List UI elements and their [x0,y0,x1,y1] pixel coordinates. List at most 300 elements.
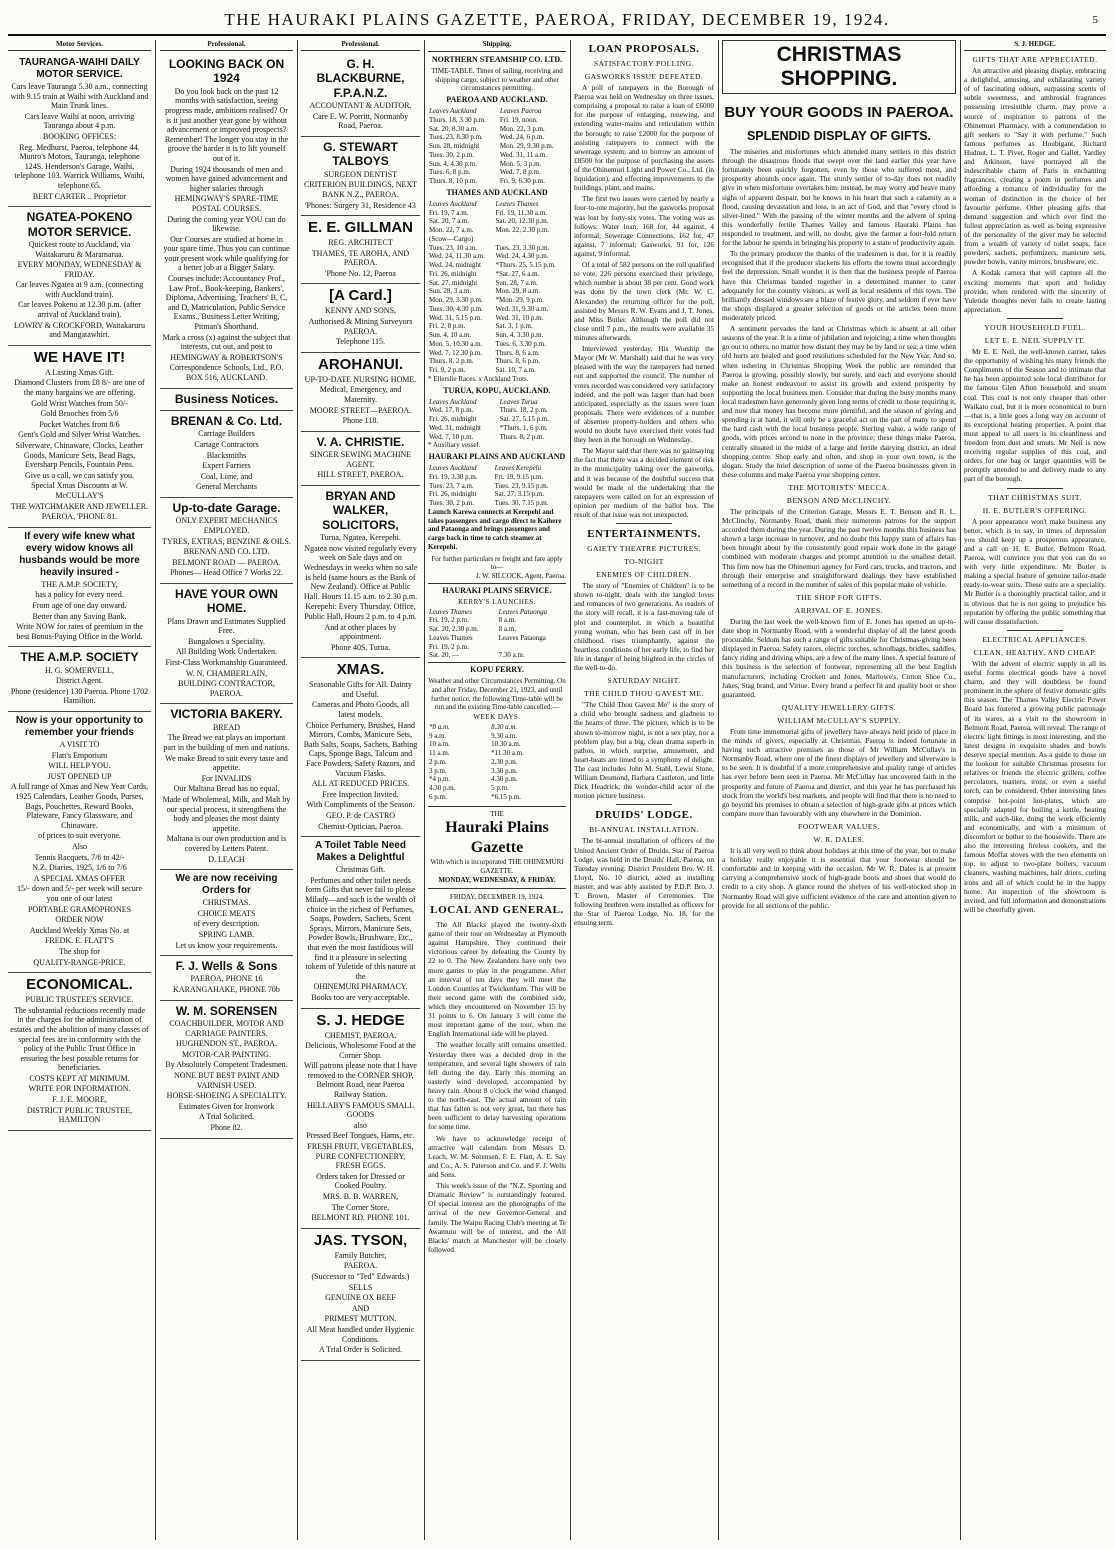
company-name: NORTHERN STEAMSHIP CO. LTD. [431,54,563,64]
ad-line: From age of one day onward. [32,600,127,610]
ad-line: Give us a call, we can satisfy you. [24,470,135,480]
article-paragraph: The Mayor said that there was no gainsaying the fact that there was a decided element of risk in the municipality taking over the gasworks, and it was because of the doubtful success that would be made of the undertaking that the ratepayers were called on for an expression of opinion per medium of the ballot box. The result of that issue was not unexpected. [574,446,714,520]
ad-line: A full range of Xmas and New Year Cards, 1925 Calendars, Leather Goods, Purses, Bags, Pouchettes, Reward Books, Plateware, Fancy Glassware, and Chinaware. [10,782,149,830]
table-row [428,775,566,784]
table-row [428,415,566,424]
ad-line: We make Bread to suit every taste and appetite. [165,753,288,773]
advertisement [8,712,151,973]
ad-line: General Merchants [195,482,258,492]
table-cell: Sat. 27, midnight [429,278,478,287]
table-cell: 5 p.m. [491,784,509,792]
ad-line: PAEROA, PHONE 16 [190,974,263,984]
ad-line: Seasonable Gifts for All. Dainty and Useful. [309,680,412,699]
ad-line: ACCOUNTANT & AUDITOR. [309,101,412,111]
table-cell: Tues. 6, 3.30 p.m. [495,339,546,348]
table-row [428,424,566,433]
advertisement [8,647,151,712]
article-subhead: THE MOTORISTS' MECCA. [788,482,890,492]
table-title: THAMES AND AUCKLAND [446,187,548,197]
article-headline: DRUIDS' LODGE. [595,809,693,822]
ad-title: Now is your opportunity to remember your friends [15,715,144,739]
timetable [428,107,566,186]
article-subhead: THE CHILD THOU GAVEST ME. [584,689,704,699]
table-cell: Thurs. 8, 10 p.m. [429,177,478,185]
table-header-row [428,608,566,617]
table-cell: *11.30 a.m. [491,749,524,757]
ad-line: Ngatea now visited regularly every week on Sale days and on Wednesdays in weeks when no sale is held (same hours as the Bank of New Zealand). Office at Public Hall. Hours 11.15 a.m. to 2.30 p.m. [303,543,418,601]
table-cell [498,643,566,652]
divider [1007,318,1064,319]
divider [616,523,672,524]
advertisement [301,54,420,137]
table-cell: Tues. 23, 10 a.m. [429,243,478,252]
table-title: TURUA, KOPU, AUCKLAND. [443,385,551,395]
article-subhead: BENSON AND McCLINCHY. [786,495,892,505]
article-subhead: YOUR HOUSEHOLD FUEL. [984,322,1086,332]
table-cell: *Sat. 27, 6 a.m. [495,269,540,278]
table-cell: Mon. 22, 2.30 p.m. [495,226,550,234]
ad-line: The substantial reductions recently made in the charges for the administration of estates and the abolition of many classes of special fees are in conformity with the policy of the Public Trust Office in ensuring the best possible returns for beneficiaries. [10,1005,149,1073]
table-row [428,433,566,442]
ad-line: Car leaves Pokeno at 12.30 p.m. (after arrival of Auckland train). [18,300,141,320]
table-row [428,406,566,415]
table-cell: (Scow—Cargo) [429,234,474,243]
article-paragraph: A poor appearance won't make business any better, which is to say, in times of depression you should keep up a prosperous appearance, and a call on H. E. Butler, Belmont Road, Paeroa, will convince you that you can do so with very little expenditure. Mr Butler is making a special feature of genuine tailor-made ready-to-wear suits. These suits are a speciality. Mr Butler is a thoroughly practical tailor, and it is obvious that he is not going to prejudice his reputation by offering the public something that will cause dissatisfaction. [964,516,1106,626]
article-body [722,147,956,479]
ad-line: W. N. CHAMBERLAIN, [185,668,268,678]
article-paragraph: A sentiment pervades the land at Christmas which is absent at all other seasons of the year. It is a time of jubilation and rejoicing; a time when thoughts go out to others, no matter how distant they may be by land or sea; a time when old hurts are healed and good resolutions scheduled for the New Year. And so, when ushering in Christmas Shopping Week the public are reminded that Paeroa is growing, possibly slowly, but surely, and each and everyone should make an honest endeavour to assist its growth and extend prosperity by supporting the local business men. Consider that during the busy months many local tradesmen have generously given long terms of credit to those requiring it, and now that money has become more plentiful, and the season of giving and spending is at hand, it will only be a graceful act on the part of many to spend the hard cash with the local business people. Sterling value, a wide range of goods, with prices second to none in the province; these things make Paeroa, centrally situated in the midst of a large and fertile dairying district, an ideal shopping centre. Shop early and often, and shop in your own town, is the slogan. Study the brief description of some of the Paeroa businesses given in these columns and make Paeroa your shopping centre. [722,324,956,479]
article-paragraph: This week's issue of the "N.Z. Sporting and Dramatic Review" is outstandingly featured. Of special interest are the photographs of the arrival of the new Governor-General and family. The Waipu Racing Club's meeting at Te Awamutu will be of interest, and the All Blacks' match at Manchester will be closely followed. [428,1181,566,1254]
ad-title: E. E. GILLMAN [308,219,413,237]
ad-line: HEMINGWAY & ROBERTSON'S [170,352,283,362]
table-cell: Fri. 19, 7 a.m. [429,208,469,217]
ad-line: LOWRY & CROCKFORD, Waitakaruru and Mangatawhiri. [14,320,145,340]
table-cell: Sun. 4, 3.30 p.m. [495,331,544,339]
ad-title: VICTORIA BAKERY. [170,707,283,722]
ad-line: Care E. W. Porritt, Normanby Road, Paeroa. [312,111,409,131]
timetable [428,464,566,508]
table-cell: Sat. 20, 2.30 p.m. [429,625,479,633]
table-cell: Leaves Thames [495,199,539,208]
advertisement [160,870,293,956]
table-cell: Thurs. 8, 2 p.m. [429,357,474,366]
ad-line: ONLY EXPERT MECHANICS EMPLOYED. [175,516,278,535]
section-heading: Professional. [160,40,293,51]
ad-line: BELMONT ROAD — PAEROA. [172,557,281,567]
ad-line: Bungalows a Speciality. [187,636,266,646]
ad-line: A SPECIAL XMAS OFFER [33,873,126,883]
ad-title: ECONOMICAL. [26,976,133,994]
table-row [428,261,566,270]
table-cell: Tues. 23, 3.30 p.m. [495,243,550,252]
table-cell: 8 a.m. [498,616,516,625]
ad-line: HELLABY'S FAMOUS SMALL GOODS [306,1100,415,1120]
ad-line: HORSE-SHOEING A SPECIALITY. [166,1091,287,1101]
table-cell: Wed. 7, 8 p.m. [499,168,541,177]
ad-line: Our Maltana Bread has no equal. [173,784,280,794]
article-subhead: BI-ANNUAL INSTALLATION. [589,825,699,835]
table-row [428,749,566,758]
ad-line: PAEROA. [343,1261,378,1271]
article-subhead: THE SHOP FOR GIFTS. [796,592,882,602]
ad-line: Perfumes and other toilet needs form Gifts that never fail to please Milady—and such is the wealth of choice in the richest of Perfumes, Soaps, Powders, Sachets, Scent Sprays, Mirrors, Manicure Sets, Powder Bowls, Brushware, Etc., that even the most fastidious will find it a pleasure in selecting tokens of Yuletide of this nature at the [305,875,416,981]
column-rule [570,40,571,1540]
section-heading: Motor Services. [8,40,151,51]
ad-title: THE A.M.P. SOCIETY [20,650,139,665]
feature-subtitle: BUY YOUR GOODS IN PAEROA. [724,104,954,121]
ad-line: HILL STREET, PAEROA. [317,470,404,480]
ad-line: REG. ARCHITECT [328,238,393,248]
ad-list [301,54,420,1361]
column-professional [160,40,293,1544]
table-row [428,217,566,226]
article-subhead: W. R. DALES. [813,835,865,844]
ad-line: During the coming year YOU can do likewise. [167,214,286,234]
article-paragraph: A poll of ratepayers in the Borough of Paeroa was held on Wednesday on three issues, comprising a proposal to raise a loan of £6000 for the purpose of enlarging, renewing, and extending water-mains and reticulation within the borough; to raise £2000 for the purpose of assisting ratepayers to connect with the sewerage system; and to borrow an amount of £8500 for the purpose of purchasing the assets of the Ohinemuri Light and Power Co., Ltd. (in liquidation), and effecting improvements to the buildings, plant, and mains. [574,83,714,193]
article-body [574,83,714,519]
ad-line: BRENAN AND CO. LTD. [183,547,270,557]
feature-subtitle-2: SPLENDID DISPLAY OF GIFTS. [746,129,932,143]
article-paragraph: An attractive and pleasing display, embracing a delightful, amusing, and exhilarating variety of of fascinating odours, surpassing scents of subtle sweetness, and ambrosial fragrances possessing irresistible charm, may prove a source of inspiration to patrons of the Ohinemuri Pharmacy, with a commendation to gift seekers to "Say it with perfume." Such famous perfumes as Houbigant, Richard Hudnut, L. T. Piver, Roger and Gallet, Yardley and Atkinson, have portrayed all the indescribable charm of Paris in enchanting fragrances, creating a poem in perfumes and affording a romance of individuality for the woman of distinction in the choice of her favourite perfume. Other pleasing gifts that demand suggestion and which ever find the fullest appreciation as well as being expressive of the personality of the giver may be selected from a wealth of variety of toilet soaps, face powders, sachets, perfumizers, manicure sets, powder bowls, vanity mirrors, brushware, etc. [964,66,1106,267]
table-row [428,168,566,177]
table-row [428,133,566,142]
advertisement [160,54,293,389]
table-cell: Fri. 26, midnight [429,415,477,423]
table-cell: 3 p.m. [429,766,447,775]
table-row [428,793,566,802]
table-cell: Wed. 31, midnight [429,423,481,432]
article-subhead: LET E. E. NEIL SUPPLY IT. [984,335,1086,345]
table-row [428,732,566,741]
table-row [428,287,566,296]
table-cell: *4 p.m. [429,775,451,784]
table-cell: Sat. 3, 1 p.m. [495,322,533,331]
ad-line: A VISIT TO [59,740,100,750]
ad-line: Authorised & Mining Surveyors PAEROA. [308,317,413,336]
ferry-intro: Weather and other Circumstances Permitting. On and after Friday, December 21, 1923, and until further notice, the following Time-table will be run and the existing Time-table cancelled:— [428,677,566,712]
ad-line: GEO. P. de CASTRO [325,811,396,821]
table-note: Launch Karewa connects at Kerepehi and takes passengers and cargo direct to Kaihere and Pataonga and brings passengers and cargo back in time to catch steamer at Kerepehi. [428,507,562,551]
ad-line: With Compliments of the Season. [306,800,415,810]
ad-line: Cars leave Tauranga 5.30 a.m., connecting with 9.15 train at Waihi with Auckland and Main Trunk lines. [10,82,149,111]
ad-line: 15/- down and 5/- per week will secure you one of our latest [16,884,143,903]
ad-line: DISTRICT PUBLIC TRUSTEE, HAMILTON [26,1105,133,1125]
table-cell: Mon. 29, 8 a.m. [495,287,541,296]
ad-line: BOOKING OFFICES: [42,131,117,141]
gazette-nameplate [428,806,566,889]
ad-line: By Absolutely Competent Tradesmen. [165,1060,288,1070]
ad-line: Blacksmiths [206,450,247,460]
ad-line: Estimates Given for Ironwork [178,1101,275,1111]
table-cell: Wed. 31, 9.30 a.m. [495,304,549,313]
ad-line: ORDER NOW [55,915,104,925]
ad-line: Diamond Clusters from £8 8/- are one of the many bargains we are offering. [14,378,145,398]
column-rule [155,40,156,1540]
ad-line: WRITE FOR INFORMATION. [28,1084,131,1094]
nameplate-days: MONDAY, WEDNESDAY, & FRIDAY. [438,875,556,884]
ad-line: All Building Work Undertaken. [176,647,277,657]
advertisement [301,137,420,216]
table-cell: Fri. 26, midnight [429,269,477,278]
table-cell: Sat. 10, 7 a.m. [495,366,536,374]
ad-line: BREAD [212,722,241,732]
table-cell: Wed. 7, 10 p.m. [429,432,474,441]
ad-line: THAMES, TE AROHA, AND PAEROA. [311,248,410,268]
advertisement [8,54,151,207]
ad-line: OHINEMURI PHARMACY. [313,982,408,992]
table-row [428,767,566,776]
ad-line: GENUINE OX BEEF [325,1293,396,1303]
table-row [428,209,566,218]
table-cell: Fri. 19, 3.30 p.m. [429,472,478,481]
ad-line: District Agent. [55,676,104,686]
article-subhead: ENEMIES OF CHILDREN. [596,570,692,580]
article-body [428,920,566,1254]
table-cell: Leaves Kerepehi [494,464,542,472]
table-row [428,314,566,323]
ad-line: Mark a cross (x) against the subject that interests, cut out, and post to [162,332,291,352]
ad-line: Cameras and Photo Goods, all latest models. [311,700,410,720]
ad-line: Phone 82. [210,1123,243,1132]
advertisement [301,486,420,658]
table-cell: Wed. 24, 4.30 p.m. [495,252,549,261]
article-paragraph: "The Child Thou Gavest Me" is the story of a child who brought sadness and gladness to the hearts of three. The picture, which is to be shown to-morrow night, is not a sex play, nor a problem play, but a big, clean drama superb in pathos, in which surprise, amusement, and heart-beats are timed to a symphony of delight. The cast includes John M. Stahl, Lewis Stone, William Desmond, Barbara Castleton, and little Dick Headrick, the wonder-child actor of the motion picture business. [574,700,714,801]
ad-line: The Corner Store, [331,1202,390,1212]
ad-line: Let us know your requirements. [175,940,278,950]
ad-line: Courses include: Accountancy Prof., Law Prof., Book-keeping, Bankers', Diploma, Advertising, Teachers' B, C, and D, Matriculation, Public Service Exams., Business Letter Writing, Pitman's Shorthand. [165,274,288,332]
article-paragraph: It is all very well to think about holidays at this time of the year, but to make a holiday really enjoyable it is essential that your footwear should be comfortable and in keeping with the occasion. Mr W. R. Dales is at present carrying a comprehensive stock of high-grade boots and shoes that would do credit to a city shop. A glance round the shelves of his well-stocked shop in Normanby Road will give sufficient evidence of the care and attention given to provide for all sections of the public. [722,846,956,910]
ad-line: Silverware, Chinaware, Clocks, Leather Goods, Manicure Sets, Bead Bags, Eversharp Pencils, Fountain Pens. [15,441,144,470]
ad-line: AND [351,1303,370,1313]
table-row [428,349,566,358]
section-heading: S. J. HEDGE. [964,40,1106,51]
table-cell: Mon. 29, 9.30 p.m. [499,142,554,150]
ad-line: The Bread we eat plays an important part in the building of men and nations. [163,733,290,752]
table-cell: Tues. 23, 8.30 p.m. [429,133,483,142]
ad-line: COSTS KEPT AT MINIMUM. [29,1073,130,1083]
table-cell: Thurs. 18, 2 p.m. [499,406,548,415]
table-row [428,625,566,634]
ad-title: BRYAN AND WALKER, SOLICITORS, [322,489,399,532]
article-paragraph: During the last week the well-known firm of E. Jones has opened an up-to-date shop in Normanby Road, with a wonderful display of all the latest goods procurable. Seldom has such a range of gifts suitable for Christmas-giving been displayed in Paeroa. Safety razors, electric torches, schoolbags, bridles, saddles, fancy riding and driving whips, are a few of the many lines. A special feature of this business is the selection of footwear, representing all the best English manufacturers, including Crockett and Jones, Marlowe's, Cotton Shoe Co., Jakes, Stag brand, and Virtue. Every brand a perfect fit and quality boot or shoe guaranteed. [722,616,956,699]
table-row [428,160,566,169]
table-cell: Sun. 4, 10 a.m. [429,331,472,339]
ad-line: Choice Perfumery, Brushes, Hand Mirrors, Combs, Manicure Sets, Bath Salts, Soaps, Sachets, Bathing Caps, Sponge Bags, Talcum and Face Powders, Safety Razors, and Vacuum Flasks. [303,720,418,778]
ad-line: HUGHENDON ST., PAEROA. [175,1039,278,1049]
table-cell: 8 a.m. [498,625,516,633]
timetable [428,608,566,661]
ad-title: V. A. CHRISTIE. [316,434,405,449]
table-cell: Mon. 29, 3.30 p.m. [429,296,483,304]
article-subhead: GAIETY THEATRE PICTURES. [587,544,701,554]
ad-line: ALL AT REDUCED PRICES. [311,779,410,789]
advertisement [160,584,293,705]
timetable [428,723,566,802]
ad-line: has a policy for every need. [35,590,124,600]
advertisement [301,1009,420,1229]
ad-line: Books too are very acceptable. [311,992,410,1002]
ad-line: CRITERION BUILDINGS, NEXT BANK N.Z., PAEROA. [303,180,418,199]
article-paragraph: Interviewed yesterday, His Worship the Mayor (Mr W. Marshall) said that he was very pleased with the way the ratepayers had turned out and supported the council. The number of votes recorded was considered very satisfactory indeed, and the poll was larger than had been anticipated, especially as the issues were loan proposals. There were evidences of a number of absentee property-holders and others who would no doubt have exercised their votes had they been in the borough on Wednesday. [574,344,714,445]
table-title: HAURAKI PLAINS SERVICE. [428,583,566,596]
freight-note: For further particulars re freight and fare apply to— [431,554,563,572]
ad-line: Gold Brooches from 5/6 [40,409,119,419]
table-row [428,643,566,652]
ad-line: THE WATCHMAKER AND JEWELLER. [10,501,149,511]
table-cell: Leaves Auckland [429,397,477,406]
table-cell: Leaves Pataonga [498,633,546,642]
ad-line: The shop for [59,946,100,956]
ad-line: WILL HELP YOU. [48,761,111,771]
table-cell: Fri. 26, midnight [429,490,477,499]
feature-title: CHRISTMAS SHOPPING. [722,40,956,94]
advertisement [8,207,151,346]
table-cell: Sun. 28, 7 a.m. [495,278,538,287]
ad-line: A Lasting Xmas Gift. [45,367,114,377]
ad-line: Chemist-Optician, Paeroa. [318,821,403,831]
table-cell: 10 a.m. [429,740,450,749]
advertisement [160,1001,293,1139]
ad-line: Plans Drawn and Estimates Supplied Free. [167,616,286,636]
divider [1007,630,1064,631]
section-heading: Professional. [301,40,420,51]
article-headline: LOAN PROPOSALS. [588,43,700,55]
ad-line: A Trial Order is Solicited. [319,1345,402,1355]
ad-title: G. STEWART TALBOYS [323,139,398,169]
ad-title: TAURANGA-WAIHI DAILY MOTOR SERVICE. [19,57,140,80]
ad-title: If every wife knew what every widow knows all husbands would be more heavily insured - [19,530,140,578]
ad-title: Up-to-date Garage. [172,500,281,515]
table-row [428,296,566,305]
ad-line: Turua, Ngatea, Kerepehi. [320,533,401,543]
article-headline: LOCAL AND GENERAL. [430,904,564,917]
advertisement [160,956,293,1001]
table-cell: 4.30 p.m. [429,784,456,792]
ad-title: XMAS. [336,661,385,679]
ad-line: CHEMIST, PAEROA. [324,1030,397,1040]
table-row [428,226,566,235]
table-cell: Wed. 24, 6 p.m. [499,133,545,142]
nameplate-sub: With which is incorporated THE OHINEMURI GAZETTE. [430,858,564,875]
article-subhead: ELECTRICAL APPLIANCES. [982,634,1088,644]
table-row [428,116,566,125]
ad-line: D. LEACH [208,854,245,864]
table-cell: *8 a.m. [429,722,450,731]
table-row [428,270,566,279]
table-cell: Fri. 19, noon. [499,115,538,124]
table-cell: Tues. 30, 2 p.m. [429,499,475,507]
article-headline: ENTERTAINMENTS. [587,528,701,541]
table-row [428,279,566,288]
article-subhead: THAT CHRISTMAS SUIT. [988,492,1082,502]
table-cell: Fri. 19, 9.15 p.m. [494,472,544,481]
ad-line: HEMINGWAY'S SPARE-TIME POSTAL COURSES. [174,194,279,213]
table-row [428,473,566,482]
ad-line: Maltana is our own production and is covered by Letters Patent. [166,834,287,853]
table-cell: 9.30 a.m. [491,731,518,740]
table-cell: 2 p.m. [429,757,447,766]
table-row [428,305,566,314]
article-subhead: GASWORKS ISSUE DEFEATED. [584,72,704,81]
table-cell: Sat. 20, 7 a.m. [429,217,470,226]
article-subhead: GIFTS THAT ARE APPRECIATED. [972,55,1098,64]
table-note: * Auxiliary vessel. [428,441,481,450]
ad-line: Expert Farriers [202,461,251,471]
ad-line: MOTOR-CAR PAINTING. [182,1049,271,1059]
ad-title: We are now receiving Orders for [175,873,278,897]
ad-title: W. M. SORENSEN [175,1003,278,1018]
advertisement [160,389,293,411]
advertisement [8,346,151,528]
table-row [428,482,566,491]
ad-line: And at other places by appointment. [324,622,397,642]
table-cell: Tues. 30, 4.30 p.m. [429,304,483,313]
timetable [428,398,566,442]
ad-line: Flatt's Emporium [51,750,108,760]
article-paragraph: The bi-annual installation of officers of the United Ancient Order of Druids, Star of Paeroa Lodge, was held in the Druids' Hall, Paeroa, on Tuesday evening. District President Bro. W. H. Lloyd, No. 10 district, acted as installing master, and was ably assisted by P.D.P. Bro. J. T. Brown, Master of Ceremonies. The following brethren were installed as officers for the Star of Paeroa Lodge, No. 18, for the ensuing term. [574,836,714,928]
article-paragraph: With the advent of electric supply in all its useful forms electrical goods have a novel charm, and they will doubtless be found prominent in the sphere of festive domestic gifts this season. The Thames Valley Electric Power Board has fostered a growing public patronage of its wares, as a visit to the showroom in Belmont Road, Paeroa, will reveal. The range of electric light fittings is most interesting, and the latest designs in exquisite shades and bowls deserve special mention. As a guide to those on the lookout for suitable Christmas presents for relatives or friends the electric grillers, coffee percolators, toasters, irons, or even a useful torch, can be considered. Other interesting lines comprise hot-point hot-plates, which are specially adapted for boiling a kettle, heating milk, and such-like, doing the work efficiently and economically, and with a minimum of discomfort or bother to the housewife. There are also the interesting fireless cookers, and the famous Moffat stoves with the two elements on top, to adjust to two-plate boilers, vacuum cleaners, washing machines, hair driers, curling irons and all of which could be in the happy home. An inspection of the showroom is invited, and full information and demonstrations will be cheerfully given. [964,658,1106,914]
ad-line: Christmas Gift. [335,865,386,875]
ad-line: BELMONT RD. PHONE 101. [311,1213,410,1223]
table-cell: Leaves Pataonga [498,607,548,616]
ad-list [8,54,151,1131]
timetable [428,200,566,375]
table-row [428,322,566,331]
table-cell: *Thurs. 1, 6 p.m. [499,423,548,432]
ad-title: BRENAN & Co. Ltd. [170,413,283,428]
ad-line: Also [71,842,88,852]
ad-line: CHOICE MEATS [197,908,256,918]
ad-line: TYRES, EXTRAS, BENZINE & OILS. [162,536,291,546]
table-cell: Sat. 27, 5.15 p.m. [499,415,550,423]
table-cell: Tues. 6, 8 p.m. [429,168,471,177]
ad-list [160,54,293,1139]
table-cell: Leaves Turua [499,397,538,406]
column-motor-services [8,40,151,1544]
table-cell: Fri. 19, 2 p.m. [429,616,469,625]
divider [616,804,672,805]
ad-line: PAEROA, 'PHONE 81. [41,512,118,522]
ad-line: of prices to suit everyone. [38,831,121,841]
column-christmas-shopping [722,40,956,1544]
masthead [8,6,1106,36]
article-subhead: H. E. BUTLER'S OFFERING. [982,505,1088,515]
table-title: HAURAKI PLAINS AND AUCKLAND [428,452,566,461]
ad-line: Pocket Watches from 8/6 [39,419,120,429]
table-cell: Wed. 31, 11 a.m. [499,150,548,159]
ad-line: Tennis Racquets, 7/6 to 42/- [34,852,125,862]
ad-title: A Toilet Table Need Makes a Delightful [315,840,406,864]
table-cell: Sat. 20, 8.30 a.m. [429,124,478,133]
masthead-title: THE HAURAKI PLAINS GAZETTE, PAEROA, FRIDAY, DECEMBER 19, 1924. [224,10,890,29]
table-header-row [428,107,566,116]
ad-line: Gold Wrist Watches from 50/- [31,398,128,408]
table-cell: Fri. 2, 8 p.m. [429,322,466,331]
ad-line: During 1924 thousands of men and women have gained advancement and higher salaries through [165,164,288,193]
advertisement [301,1229,420,1361]
table-row [428,758,566,767]
advertisement [301,216,420,284]
table-cell: Fri. 19, 11.30 a.m. [495,208,547,217]
table-cell: Mon. 5, 3 p.m. [499,159,542,168]
ad-title: G. H. BLACKBURNE, F.P.A.N.Z. [316,57,405,100]
section-heading: Shipping. [428,40,566,52]
table-header-row [428,464,566,473]
nameplate-title: Hauraki Plains Gazette [445,819,549,857]
table-cell: 8.30 a.m. [491,722,518,731]
local-news [428,904,566,1254]
ad-line: UP-TO-DATE NURSING HOME. [304,374,417,384]
